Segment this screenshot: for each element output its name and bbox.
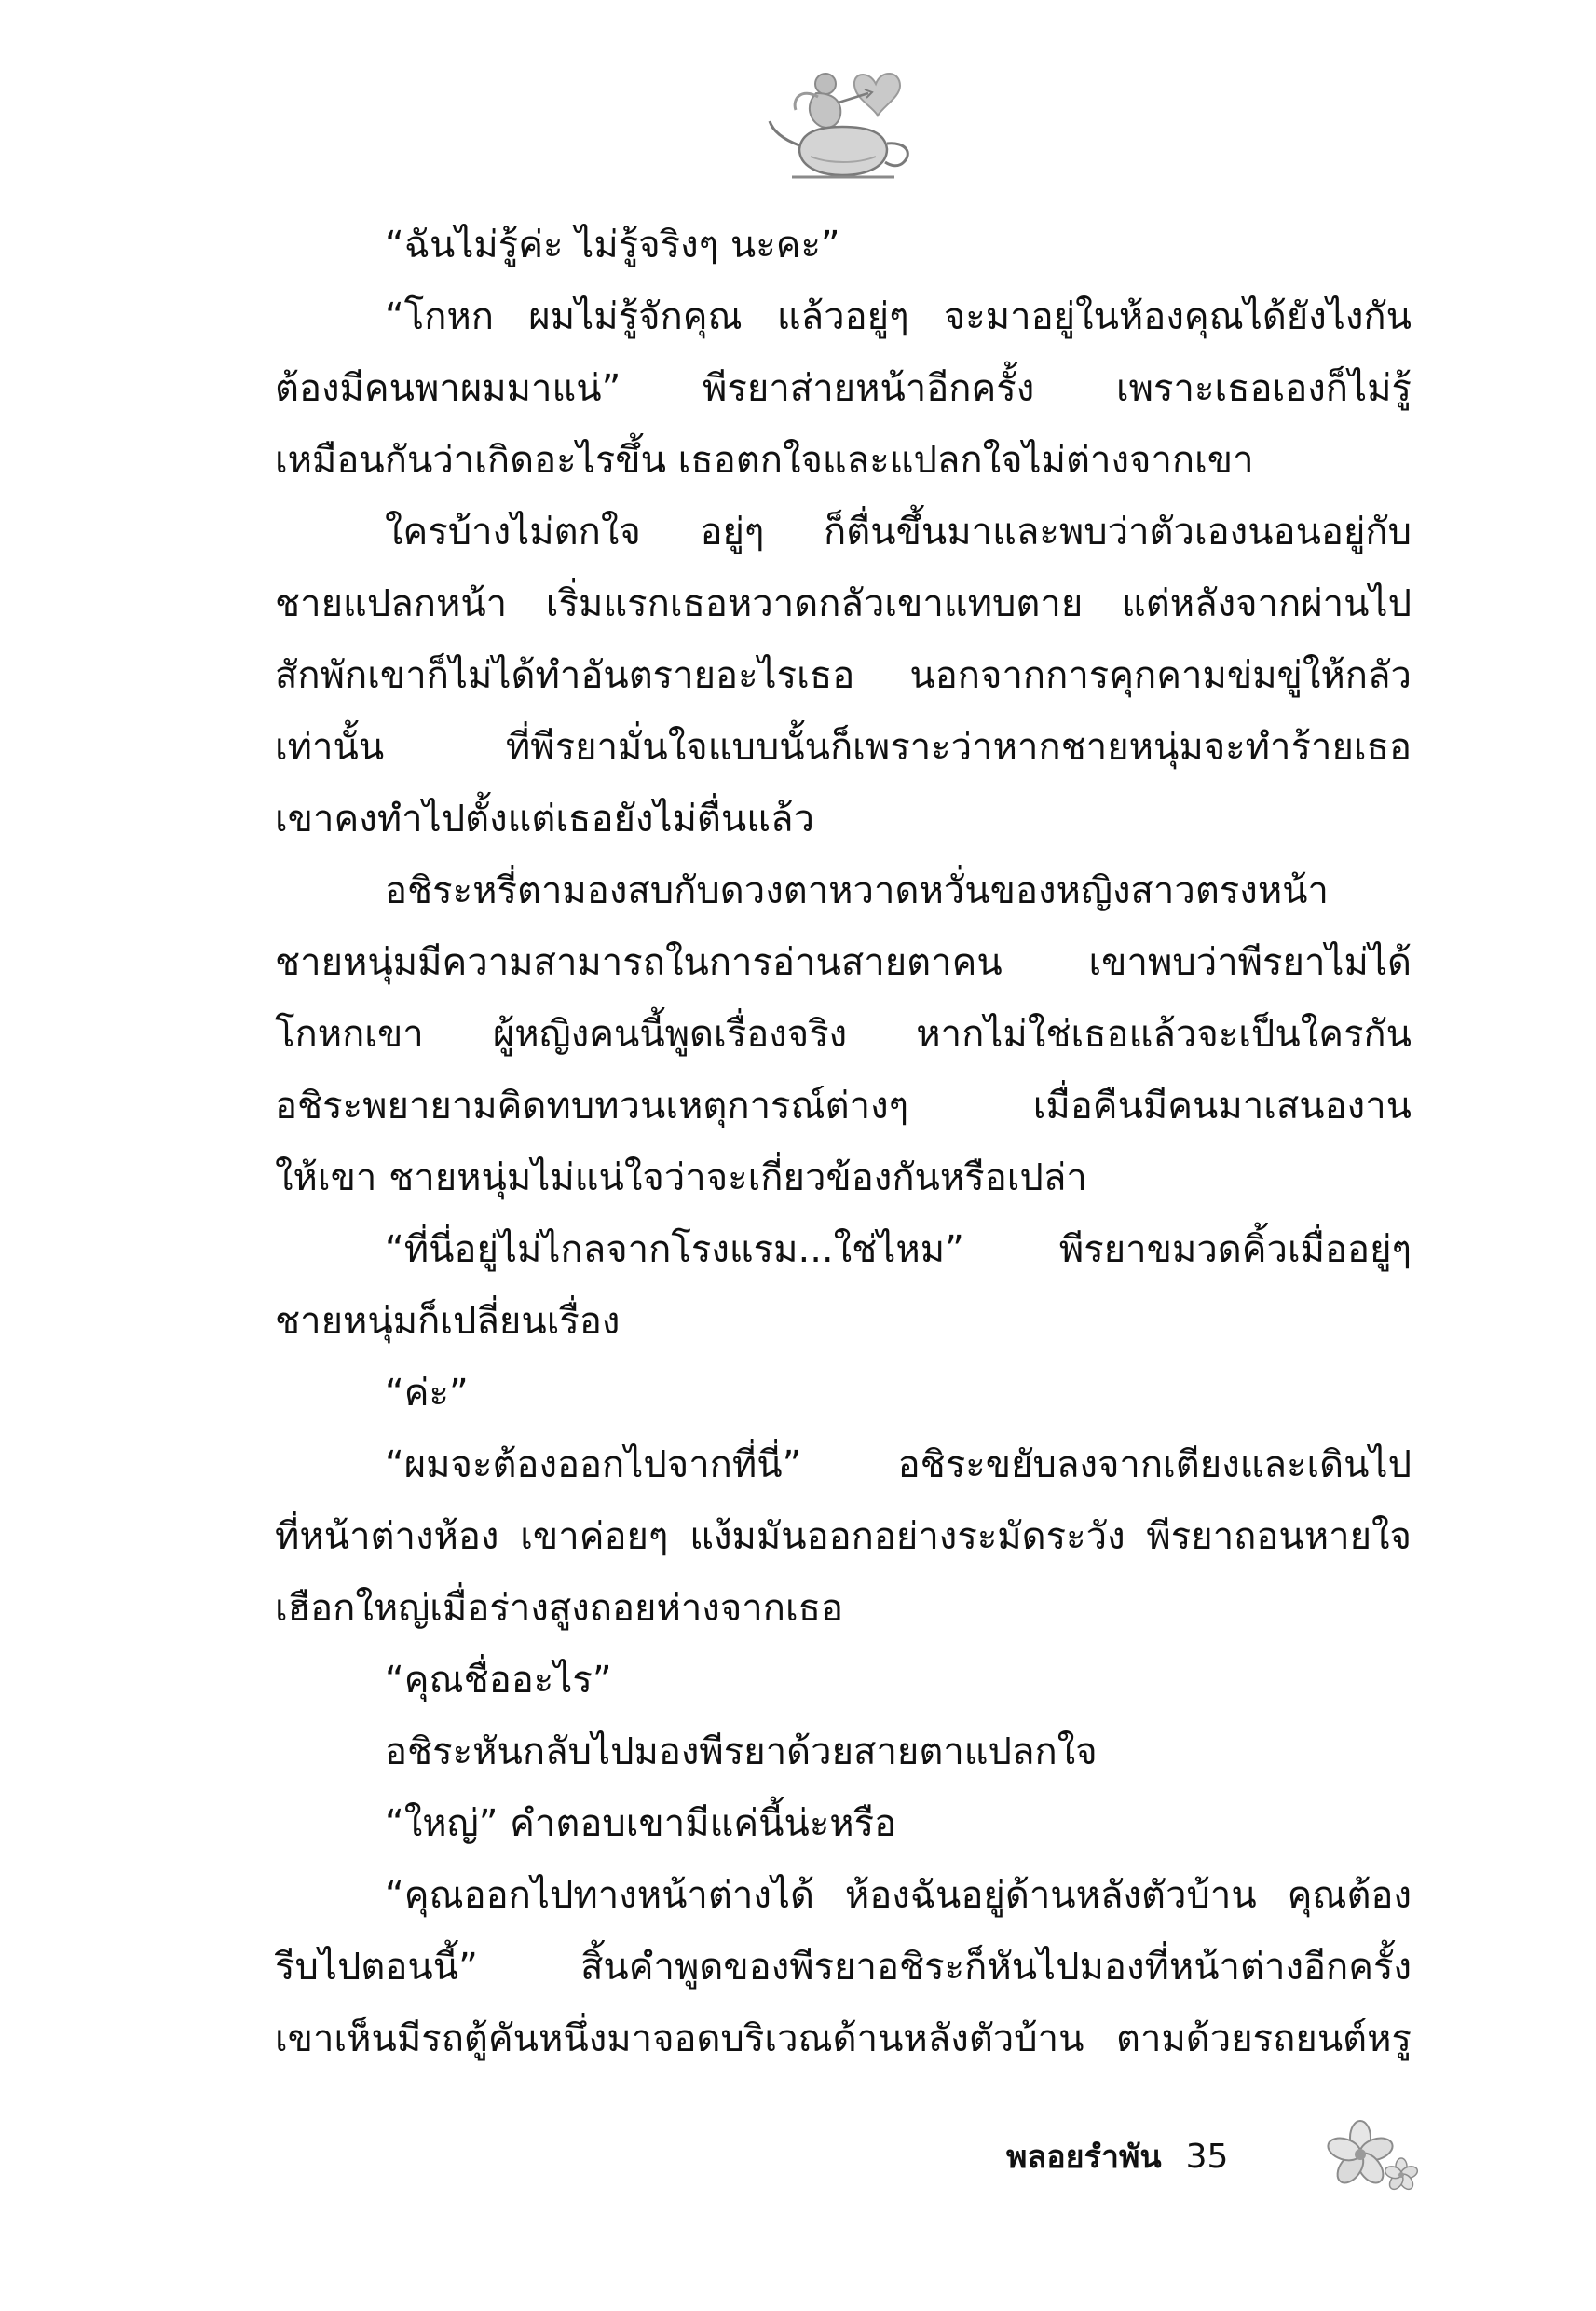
- text-line: เขาคงทำไปตั้งแต่เธอยังไม่ตื่นแล้ว: [275, 798, 815, 841]
- cupid-teapot-ornament-icon: [764, 56, 922, 196]
- text-line: ต้องมีคนพาผมมาแน่” พีรยาส่ายหน้าอีกครั้ง เพราะเธอเองก็ไม่รู้: [275, 367, 1412, 410]
- text-line: โกหกเขา ผู้หญิงคนนี้พูดเรื่องจริง หากไม่ใช่เธอแล้วจะเป็นใครกัน: [275, 1013, 1412, 1056]
- text-line: เฮือกใหญ่เมื่อร่างสูงถอยห่างจากเธอ: [275, 1587, 844, 1630]
- text-line: “คุณออกไปทางหน้าต่างได้ ห้องฉันอยู่ด้านหลังตัวบ้าน คุณต้อง: [385, 1874, 1412, 1917]
- text-line: เหมือนกันว่าเกิดอะไรขึ้น เธอตกใจและแปลกใจไม่ต่างจากเขา: [275, 439, 1254, 482]
- page-footer: [1006, 2125, 1286, 2190]
- text-line: “ฉันไม่รู้ค่ะ ไม่รู้จริงๆ นะคะ”: [385, 224, 840, 267]
- text-line: ชายแปลกหน้า เริ่มแรกเธอหวาดกลัวเขาแทบตาย แต่หลังจากผ่านไป: [275, 582, 1412, 625]
- text-line: ชายหนุ่มมีความสามารถในการอ่านสายตาคน เขาพบว่าพีรยาไม่ได้: [275, 941, 1412, 984]
- body-text: [275, 210, 1412, 2075]
- plumeria-flower-icon: [1321, 2113, 1424, 2197]
- text-line: “คุณชื่ออะไร”: [385, 1659, 612, 1702]
- text-line: อชิระหรี่ตามองสบกับดวงตาหวาดหวั่นของหญิงสาวตรงหน้า: [385, 869, 1329, 912]
- text-line: อชิระหันกลับไปมองพีรยาด้วยสายตาแปลกใจ: [385, 1730, 1098, 1773]
- text-line: ให้เขา ชายหนุ่มไม่แน่ใจว่าจะเกี่ยวข้องกันหรือเปล่า: [275, 1156, 1087, 1199]
- text-line: ที่หน้าต่างห้อง เขาค่อยๆ แง้มมันออกอย่างระมัดระวัง พีรยาถอนหายใจ: [275, 1515, 1412, 1558]
- text-line: เท่านั้น ที่พีรยามั่นใจแบบนั้นก็เพราะว่าหากชายหนุ่มจะทำร้ายเธอ: [275, 726, 1412, 769]
- text-line: “ผมจะต้องออกไปจากที่นี่” อชิระขยับลงจากเตียงและเดินไป: [385, 1443, 1412, 1486]
- text-line: เขาเห็นมีรถตู้คันหนึ่งมาจอดบริเวณด้านหลังตัวบ้าน ตามด้วยรถยนต์หรู: [275, 2017, 1412, 2060]
- book-title: พลอยรำพัน: [1006, 2139, 1162, 2176]
- text-line: “ใหญ่” คำตอบเขามีแค่นี้น่ะหรือ: [385, 1802, 897, 1845]
- text-line: “โกหก ผมไม่รู้จักคุณ แล้วอยู่ๆ จะมาอยู่ในห้องคุณได้ยังไงกัน: [385, 295, 1412, 338]
- text-line: “ค่ะ”: [385, 1372, 469, 1415]
- text-line: ใครบ้างไม่ตกใจ อยู่ๆ ก็ตื่นขึ้นมาและพบว่าตัวเองนอนอยู่กับ: [385, 511, 1412, 554]
- text-line: รีบไปตอนนี้” สิ้นคำพูดของพีรยาอชิระก็หันไปมองที่หน้าต่างอีกครั้ง: [275, 1946, 1412, 1989]
- text-line: “ที่นี่อยู่ไม่ไกลจากโรงแรม...ใช่ไหม” พีรยาขมวดคิ้วเมื่ออยู่ๆ: [385, 1228, 1412, 1271]
- text-line: ชายหนุ่มก็เปลี่ยนเรื่อง: [275, 1300, 621, 1343]
- text-line: อชิระพยายามคิดทบทวนเหตุการณ์ต่างๆ เมื่อคืนมีคนมาเสนองาน: [275, 1085, 1412, 1128]
- page-number: 35: [1185, 2138, 1229, 2176]
- text-line: สักพักเขาก็ไม่ได้ทำอันตรายอะไรเธอ นอกจากการคุกคามข่มขู่ให้กลัว: [275, 654, 1412, 697]
